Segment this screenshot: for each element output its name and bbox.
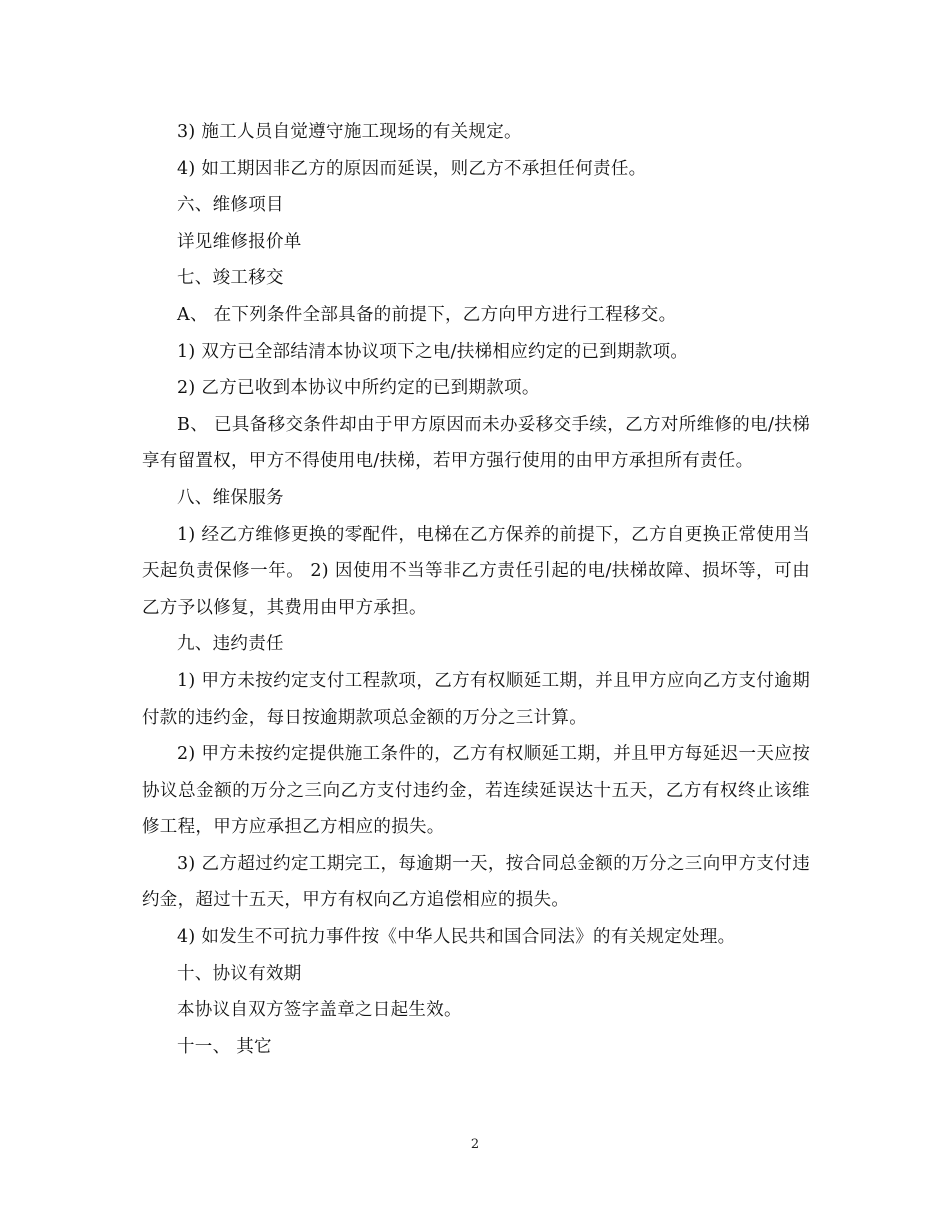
paragraph: 2) 乙方已收到本协议中所约定的已到期款项。 (177, 378, 540, 399)
paragraph: 4) 如工期因非乙方的原因而延误，则乙方不承担任何责任。 (177, 158, 647, 179)
paragraph: 详见维修报价单 (177, 231, 302, 252)
section-heading: 八、维保服务 (177, 487, 284, 508)
paragraph: 3) 施工人员自觉遵守施工现场的有关规定。 (177, 122, 522, 142)
section-heading: 十、协议有效期 (177, 963, 302, 984)
paragraph: 1) 双方已全部结清本协议项下之电/扶梯相应约定的已到期款项。 (177, 341, 689, 362)
section-heading: 七、竣工移交 (177, 268, 284, 289)
page-number: 2 (470, 1137, 480, 1152)
section-heading: 六、维修项目 (177, 195, 284, 216)
paragraph: A、 在下列条件全部具备的前提下，乙方向甲方进行工程移交。 (177, 304, 677, 325)
paragraph: 1) 甲方未按约定支付工程款项，乙方有权顺延工期，并且甲方应向乙方支付逾期付款的违约金，每日按逾期款项总金额的万分之三计算。 (142, 670, 810, 728)
paragraph: 本协议自双方签字盖章之日起生效。 (177, 1000, 462, 1021)
section-heading: 十一、 其它 (177, 1036, 272, 1057)
document-body (142, 114, 810, 1065)
paragraph: 2) 甲方未按约定提供施工条件的，乙方有权顺延工期，并且甲方每延迟一天应按协议总金额的万分之三向乙方支付违约金，若连续延误达十五天，乙方有权终止该维修工程，甲方应承担乙方相应的损失。 (142, 744, 810, 838)
paragraph: 1) 经乙方维修更换的零配件，电梯在乙方保养的前提下，乙方自更换正常使用当天起负责保修一年。 2) 因使用不当等非乙方责任引起的电/扶梯故障、损坏等，可由乙方予以修复，其费用由甲方承担。 (142, 524, 810, 618)
paragraph: 3) 乙方超过约定工期完工，每逾期一天，按合同总金额的万分之三向甲方支付违约金，超过十五天，甲方有权向乙方追偿相应的损失。 (142, 853, 810, 911)
section-heading: 九、违约责任 (177, 634, 284, 655)
paragraph: 4) 如发生不可抗力事件按《中华人民共和国合同法》的有关规定处理。 (177, 927, 736, 948)
paragraph: B、 已具备移交条件却由于甲方原因而未办妥移交手续，乙方对所维修的电/扶梯享有留置权，甲方不得使用电/扶梯，若甲方强行使用的由甲方承担所有责任。 (142, 414, 810, 472)
